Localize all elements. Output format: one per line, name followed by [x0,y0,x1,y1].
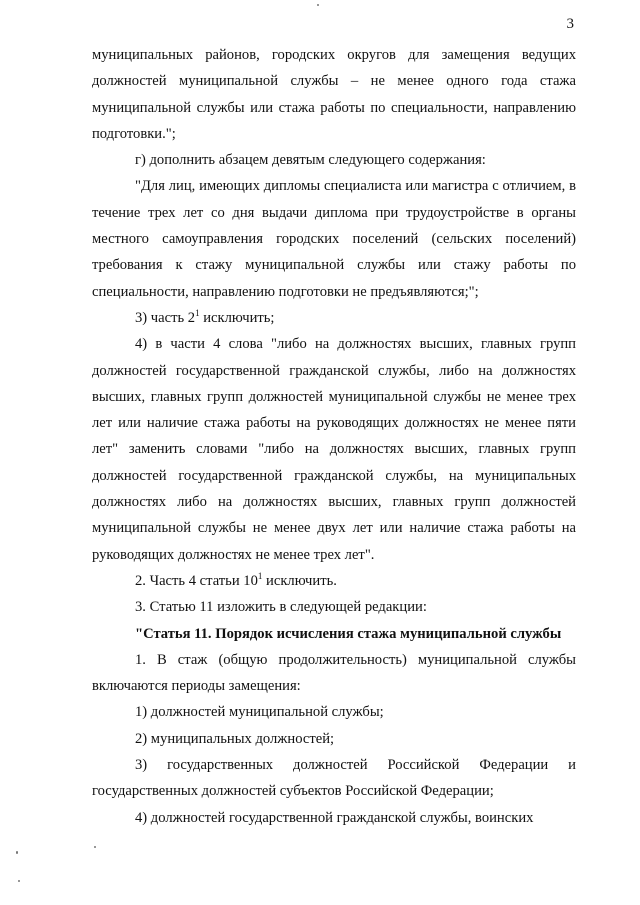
paragraph-item-4: 4) в части 4 слова "либо на должностях высших, главных групп должностей государственной гражданской службы, либо на должностях высших, главных групп должностей муниципальной службы не менее трех лет или наличие стажа работы на руководящих должностях не менее пяти лет" заменить словами "либо на должностях высших, главных групп должностей государственной гражданской службы, на муниципальных должностях либо на должностях высших, главных групп должностей муниципальной службы не менее двух лет или наличие стажа работы на руководящих должностях не менее трех лет". [92,336,576,563]
point-2-superscript: 1 [257,570,263,581]
list-item-2: 2) муниципальных должностей; [135,730,335,747]
paragraph-item-g: г) дополнить абзацем девятым следующего содержания: [135,152,486,169]
scan-artifact [94,846,96,848]
paragraph-point-2 [92,568,576,594]
paragraph-item-3 [92,305,576,331]
list-item-3: 3) государственных должностей Российской Федерации и государственных должностей субъектов Российской Федерации; [92,757,576,800]
point-2-text-end: исключить. [262,572,337,589]
paragraph-point-3: 3. Статью 11 изложить в следующей редакции: [135,599,427,616]
scan-artifact [16,851,18,854]
item-3-text: 3) часть 2 [135,309,196,326]
scan-artifact [317,4,319,6]
page-number: 3 [566,16,574,32]
item-3-superscript: 1 [195,307,200,318]
item-3-text-end: исключить; [199,309,275,326]
list-item-1: 1) должностей муниципальной службы; [135,704,384,721]
article-11-heading: "Статья 11. Порядок исчисления стажа муниципальной службы [135,625,562,642]
point-2-text: 2. Часть 4 статьи 10 [135,572,258,589]
scan-artifact [18,880,20,882]
paragraph-article-part-1: 1. В стаж (общую продолжительность) муниципальной службы включаются периоды замещения: [92,651,576,695]
paragraph-quoted-text: "Для лиц, имеющих дипломы специалиста или магистра с отличием, в течение трех лет со дня выдачи диплома при трудоустройстве в органы местного самоуправления городских поселений (сельских поселений) требования к стажу муниципальной службы или стажу работы по специальности, направлению подготовки не предъявляются;"; [92,178,576,300]
paragraph-continuation: муниципальных районов, городских округов для замещения ведущих должностей муниципальной службы – не менее одного года стажа муниципальной службы или стажа работы по специальности, направлению подготовки."; [92,47,576,142]
document-body [92,42,576,831]
list-item-4: 4) должностей государственной гражданской службы, воинских [135,809,534,826]
